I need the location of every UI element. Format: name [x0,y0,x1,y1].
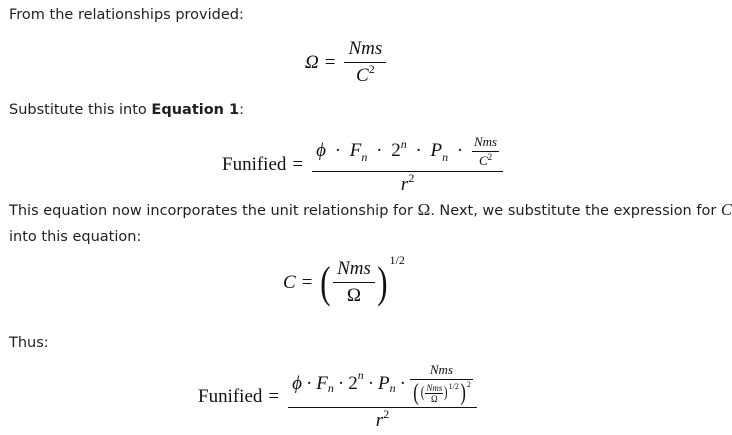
funified-equation-2: Funified = ϕ · F n · 2 n · P n · Nms ( ( $\frac{\text{Nms}}{\Omega}$ ) 1/2 ) 2 $r^2$ [198,362,480,432]
intro-text: From the relationships provided: [9,7,244,23]
equation-1-label: Equation 1 [151,102,240,118]
numerator: Nms [348,38,383,59]
fraction [344,38,386,87]
equals-sign: = [324,51,336,73]
explanation-line-2: into this equation: [9,229,142,245]
omega-symbol: Ω [305,51,319,73]
denominator: $r^2$ [375,407,390,431]
denominator: $r^2$ [400,171,415,195]
numerator: ϕ · F n · 2 n · P n · Nms ( ( $\frac{\text{Nms}}{\Omega}$ ) 1/2 ) 2 [292,362,471,406]
c-equation: C = ( $\frac{\text{Nms}}{\Omega}$ ) 1/2 [283,253,405,307]
numerator: $\phi \cdot F_n \cdot 2^n \cdot P_n$ · $\frac{\text{Nms}}{C^2}$ [316,134,498,168]
denominator: $C^2$ [356,62,375,86]
fraction [288,362,477,432]
fraction [312,134,503,196]
funified-equation-1: Funified = $\phi \cdot F_n \cdot 2^n \cdot P_n$ · $\frac{\text{Nms}}{C^2}$ $r^2$ [222,134,506,196]
omega-equation [305,38,389,87]
substitute-text: Substitute this into Equation 1: [9,102,245,118]
funified-label: Funified [198,386,263,407]
funified-label: Funified [222,154,287,175]
thus-text: Thus: [9,335,49,351]
explanation-line-1: This equation now incorporates the unit relationship for Ω. Next, we substitute the expression for C [9,200,732,219]
